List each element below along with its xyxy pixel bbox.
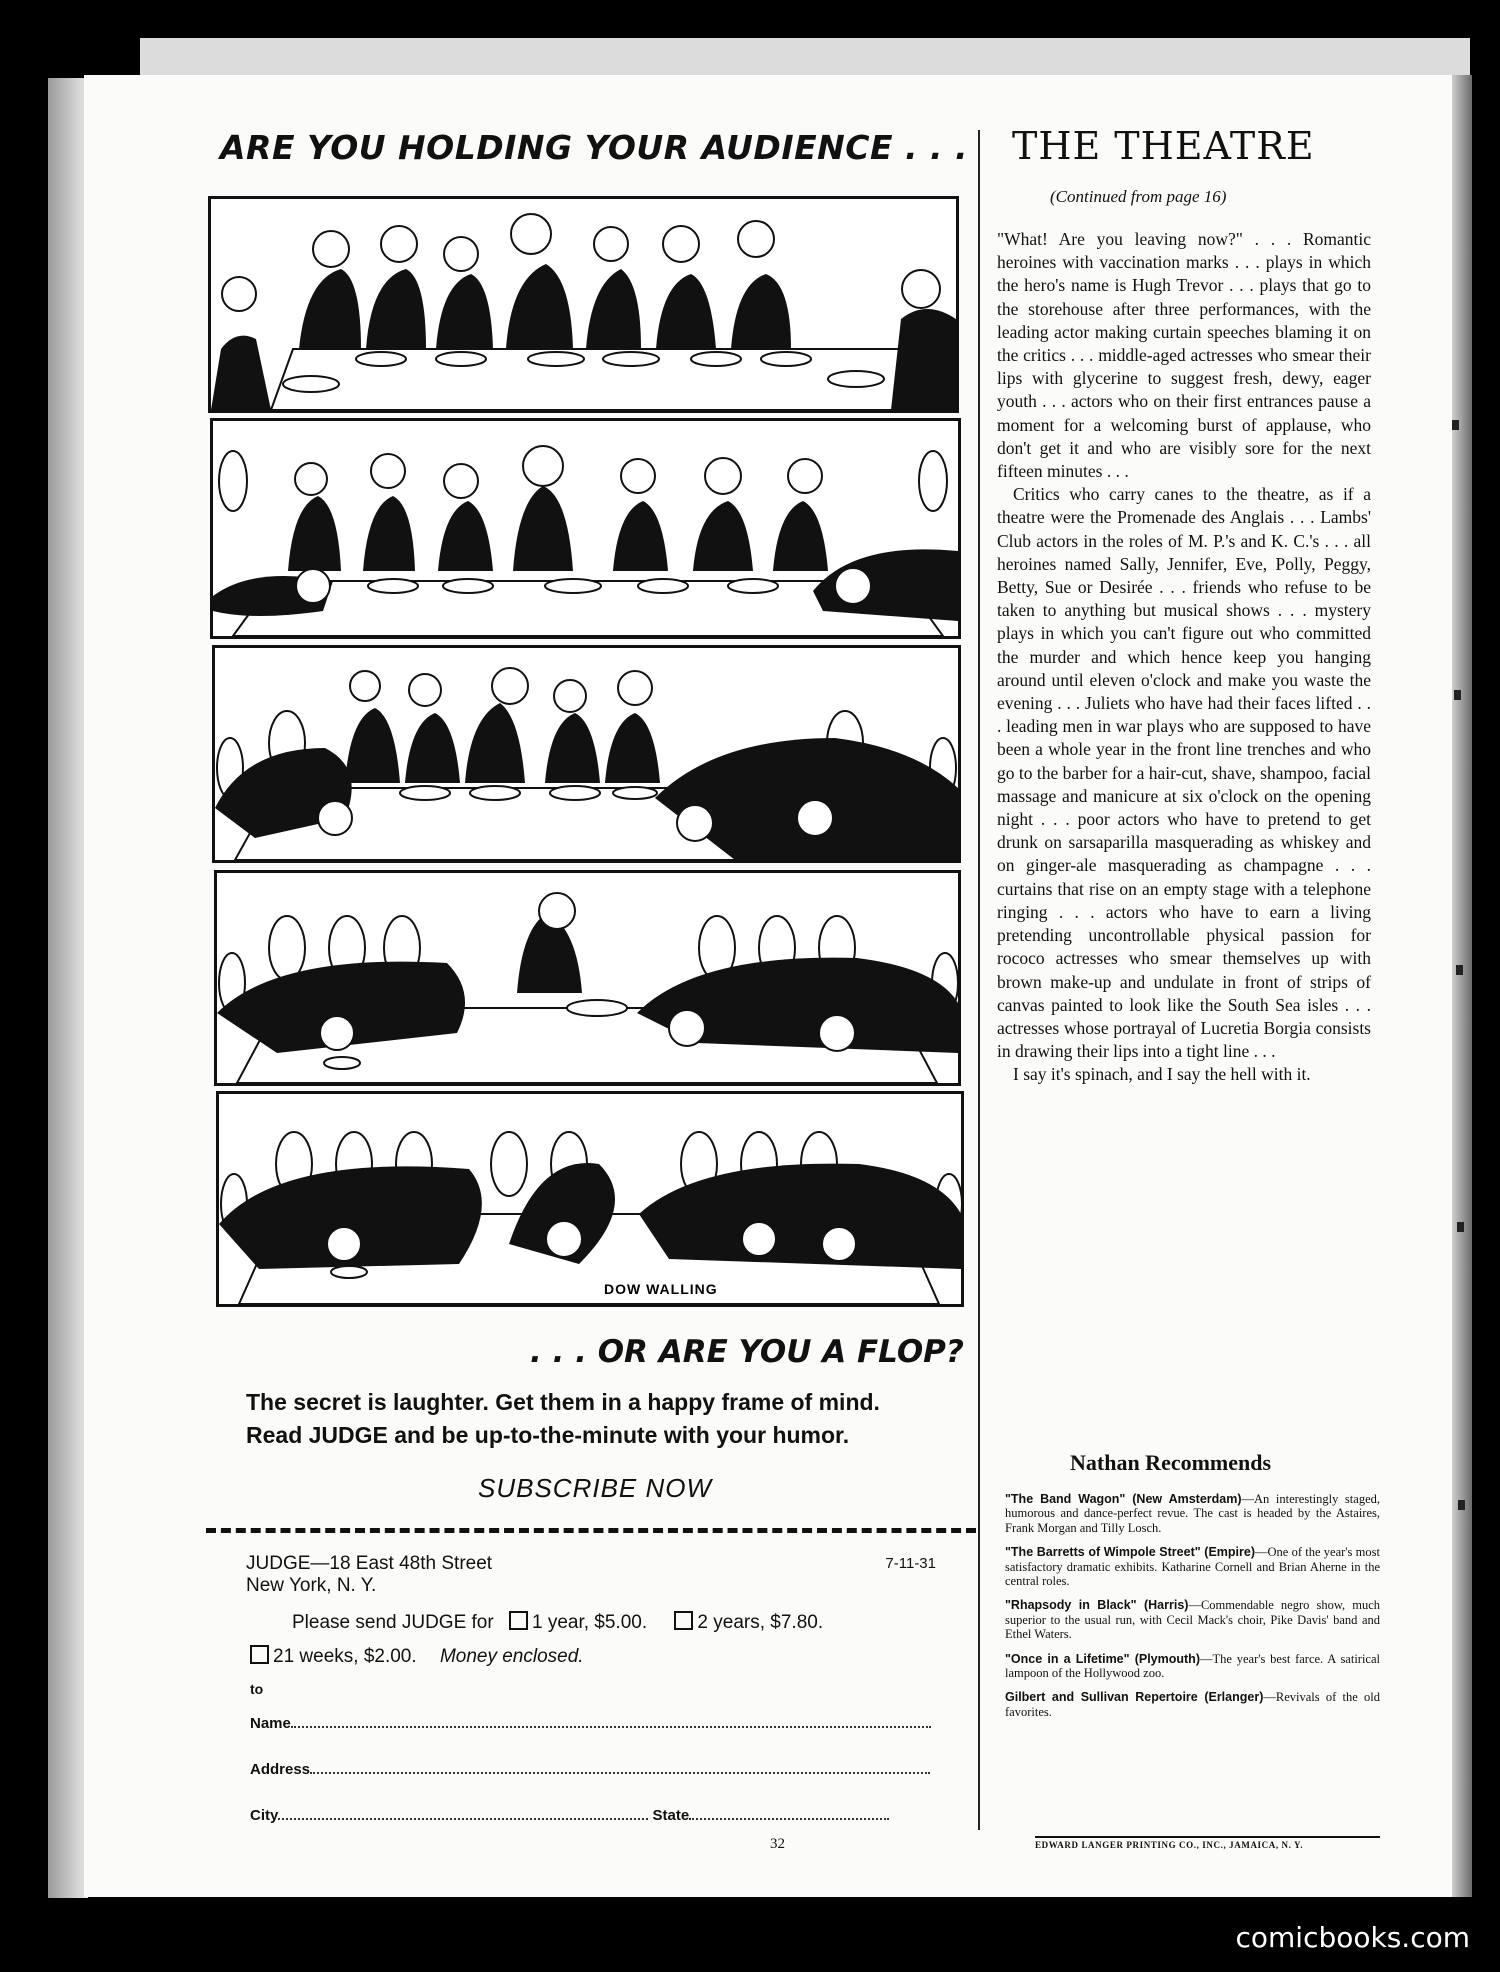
recommendation: [1005, 1652, 1380, 1681]
order-line: [292, 1611, 823, 1634]
state-label: State: [652, 1807, 690, 1824]
cartoon-panel-2: [210, 418, 961, 639]
address-field[interactable]: [250, 1761, 936, 1778]
rec-title: "The Barretts of Wimpole Street" (Empire): [1005, 1545, 1255, 1560]
printer-imprint: EDWARD LANGER PRINTING CO., INC., JAMAICA, N. Y.: [1035, 1840, 1304, 1850]
recommendation: [1005, 1690, 1380, 1719]
page-edge: [140, 38, 1470, 78]
cartoon-signature: DOW WALLING: [604, 1281, 718, 1297]
recommendation: [1005, 1545, 1380, 1588]
two-years-checkbox[interactable]: [674, 1611, 693, 1630]
theatre-article: [997, 228, 1371, 1087]
one-year-checkbox[interactable]: [509, 1611, 528, 1630]
recommends-list: [1005, 1492, 1380, 1729]
printer-rule: [1035, 1836, 1380, 1838]
recommendation: [1005, 1492, 1380, 1535]
ad-tagline: . . . OR ARE YOU A FLOP?: [530, 1334, 964, 1370]
rec-title: "Rhapsody in Black" (Harris): [1005, 1598, 1189, 1613]
article-paragraph: "What! Are you leaving now?" . . . Romantic heroines with vaccination marks . . . plays in which the hero's name is Hugh Trevor . . . plays that go to the storehouse after three performances, with the leading actor making curtain speeches blaming it on the critics . . . middle-aged actresses who smear their lips with glycerine to suggest fresh, dewy, eager youth . . . actors who on their first entrances pause a moment for a welcoming burst of applause, who don't get it and who are visibly sore for the next fifteen minutes . . .: [997, 229, 1371, 482]
subscription-coupon: [246, 1553, 936, 1824]
address-line-1: JUDGE—18 East 48th Street: [246, 1553, 493, 1574]
ad-body: [246, 1386, 946, 1452]
column-divider: [978, 130, 980, 1830]
date-code: 7-11-31: [885, 1555, 936, 1572]
rec-text: —An interestingly staged, humorous and dance-perfect revue. The cast is headed by the Astaires, Frank Morgan and Tilly Losch.: [1005, 1492, 1380, 1535]
name-label: Name: [250, 1715, 291, 1732]
address-label: Address: [250, 1761, 311, 1778]
cartoon-panel-3: [212, 645, 961, 863]
one-year-label: 1 year, $5.00.: [531, 1612, 648, 1633]
rec-text: —Commendable negro show, much superior to the usual run, with Cecil Mack's choir, Pike Davis' band and Ethel Waters.: [1005, 1598, 1380, 1642]
page-binding-edge: [1452, 75, 1472, 1897]
cartoon-panel-5: [216, 1091, 964, 1307]
recommends-heading: Nathan Recommends: [1070, 1450, 1272, 1475]
recommendation: [1005, 1598, 1380, 1641]
21-weeks-checkbox[interactable]: [250, 1645, 269, 1664]
to-label: to: [250, 1681, 264, 1697]
coupon-cut-line: [206, 1528, 976, 1533]
two-years-label: 2 years, $7.80.: [697, 1612, 824, 1633]
article-paragraph: Critics who carry canes to the theatre, as if a theatre were the Promenade des Anglais . . . Lambs' Club actors in the roles of M. P.'s and K. C.'s . . . all heroines named Sally, Jennifer, Eve, Polly, Peggy, Betty, Sue or Desirée . . . friends who refuse to be taken to anything but musical shows . . . mystery plays in which you can't figure out who committed the murder and which hence keep you hanging around until eleven o'clock and make you waste the evening . . . Juliets who have had their faces lifted . . . leading men in war plays who are supposed to have been a whole year in the front line trenches and who go to the barber for a hair-cut, shave, shampoo, facial massage and manicure at six o'clock on the opening night . . . poor actors who have to pretend to get drunk on sarsaparilla masquerading as whiskey and on ginger-ale masquerading as champagne . . . curtains that rise on an empty stage with a telephone ringing . . . actors who have to earn a living pretending uncontrollable physical passion for rococo actresses who smear themselves up with brown make-up and undulate in front of strips of canvas painted to look like the South Sea isles . . . actresses whose portrayal of Lucretia Borgia consists in drawing their lips into a tight line . . .: [997, 484, 1371, 1062]
continued-note: (Continued from page 16): [1050, 187, 1227, 206]
order-line-2: [250, 1645, 584, 1668]
ad-body-line: The secret is laughter. Get them in a happy frame of mind.: [246, 1389, 880, 1415]
money-enclosed: Money enclosed.: [439, 1646, 584, 1667]
rec-title: "Once in a Lifetime" (Plymouth): [1005, 1651, 1200, 1666]
address-line-2: New York, N. Y.: [246, 1575, 377, 1596]
city-state-field[interactable]: [250, 1807, 936, 1824]
subscribe-heading: SUBSCRIBE NOW: [478, 1473, 713, 1503]
page-number: 32: [770, 1836, 785, 1852]
rec-text: —The year's best farce. A satirical lampoon of the Hollywood zoo.: [1005, 1651, 1381, 1681]
ad-body-line: Read JUDGE and be up-to-the-minute with your humor.: [246, 1422, 850, 1448]
watermark: comicbooks.com: [1235, 1921, 1470, 1954]
rec-title: "The Band Wagon" (New Amsterdam): [1005, 1492, 1242, 1506]
rec-text: —One of the year's most satisfactory dramatic exhibits. Katharine Cornell and Brian Aherne in the central roles.: [1005, 1545, 1380, 1589]
city-label: City: [250, 1807, 279, 1824]
order-prefix: Please send JUDGE for: [292, 1612, 494, 1633]
coupon-address: [246, 1553, 936, 1597]
rec-title: Gilbert and Sullivan Repertoire (Erlanger): [1005, 1690, 1264, 1705]
21-weeks-label: 21 weeks, $2.00.: [273, 1646, 417, 1667]
article-paragraph: I say it's spinach, and I say the hell with it.: [1013, 1064, 1311, 1085]
ad-headline: ARE YOU HOLDING YOUR AUDIENCE . . .: [220, 128, 969, 167]
page-stack-edge: [48, 78, 88, 1898]
cartoon-panel-4: [214, 870, 961, 1086]
name-field[interactable]: [250, 1715, 936, 1732]
theatre-title: THE THEATRE: [1012, 124, 1315, 168]
cartoon-panel-1: [208, 196, 959, 413]
rec-text: —Revivals of the old favorites.: [1005, 1690, 1381, 1719]
